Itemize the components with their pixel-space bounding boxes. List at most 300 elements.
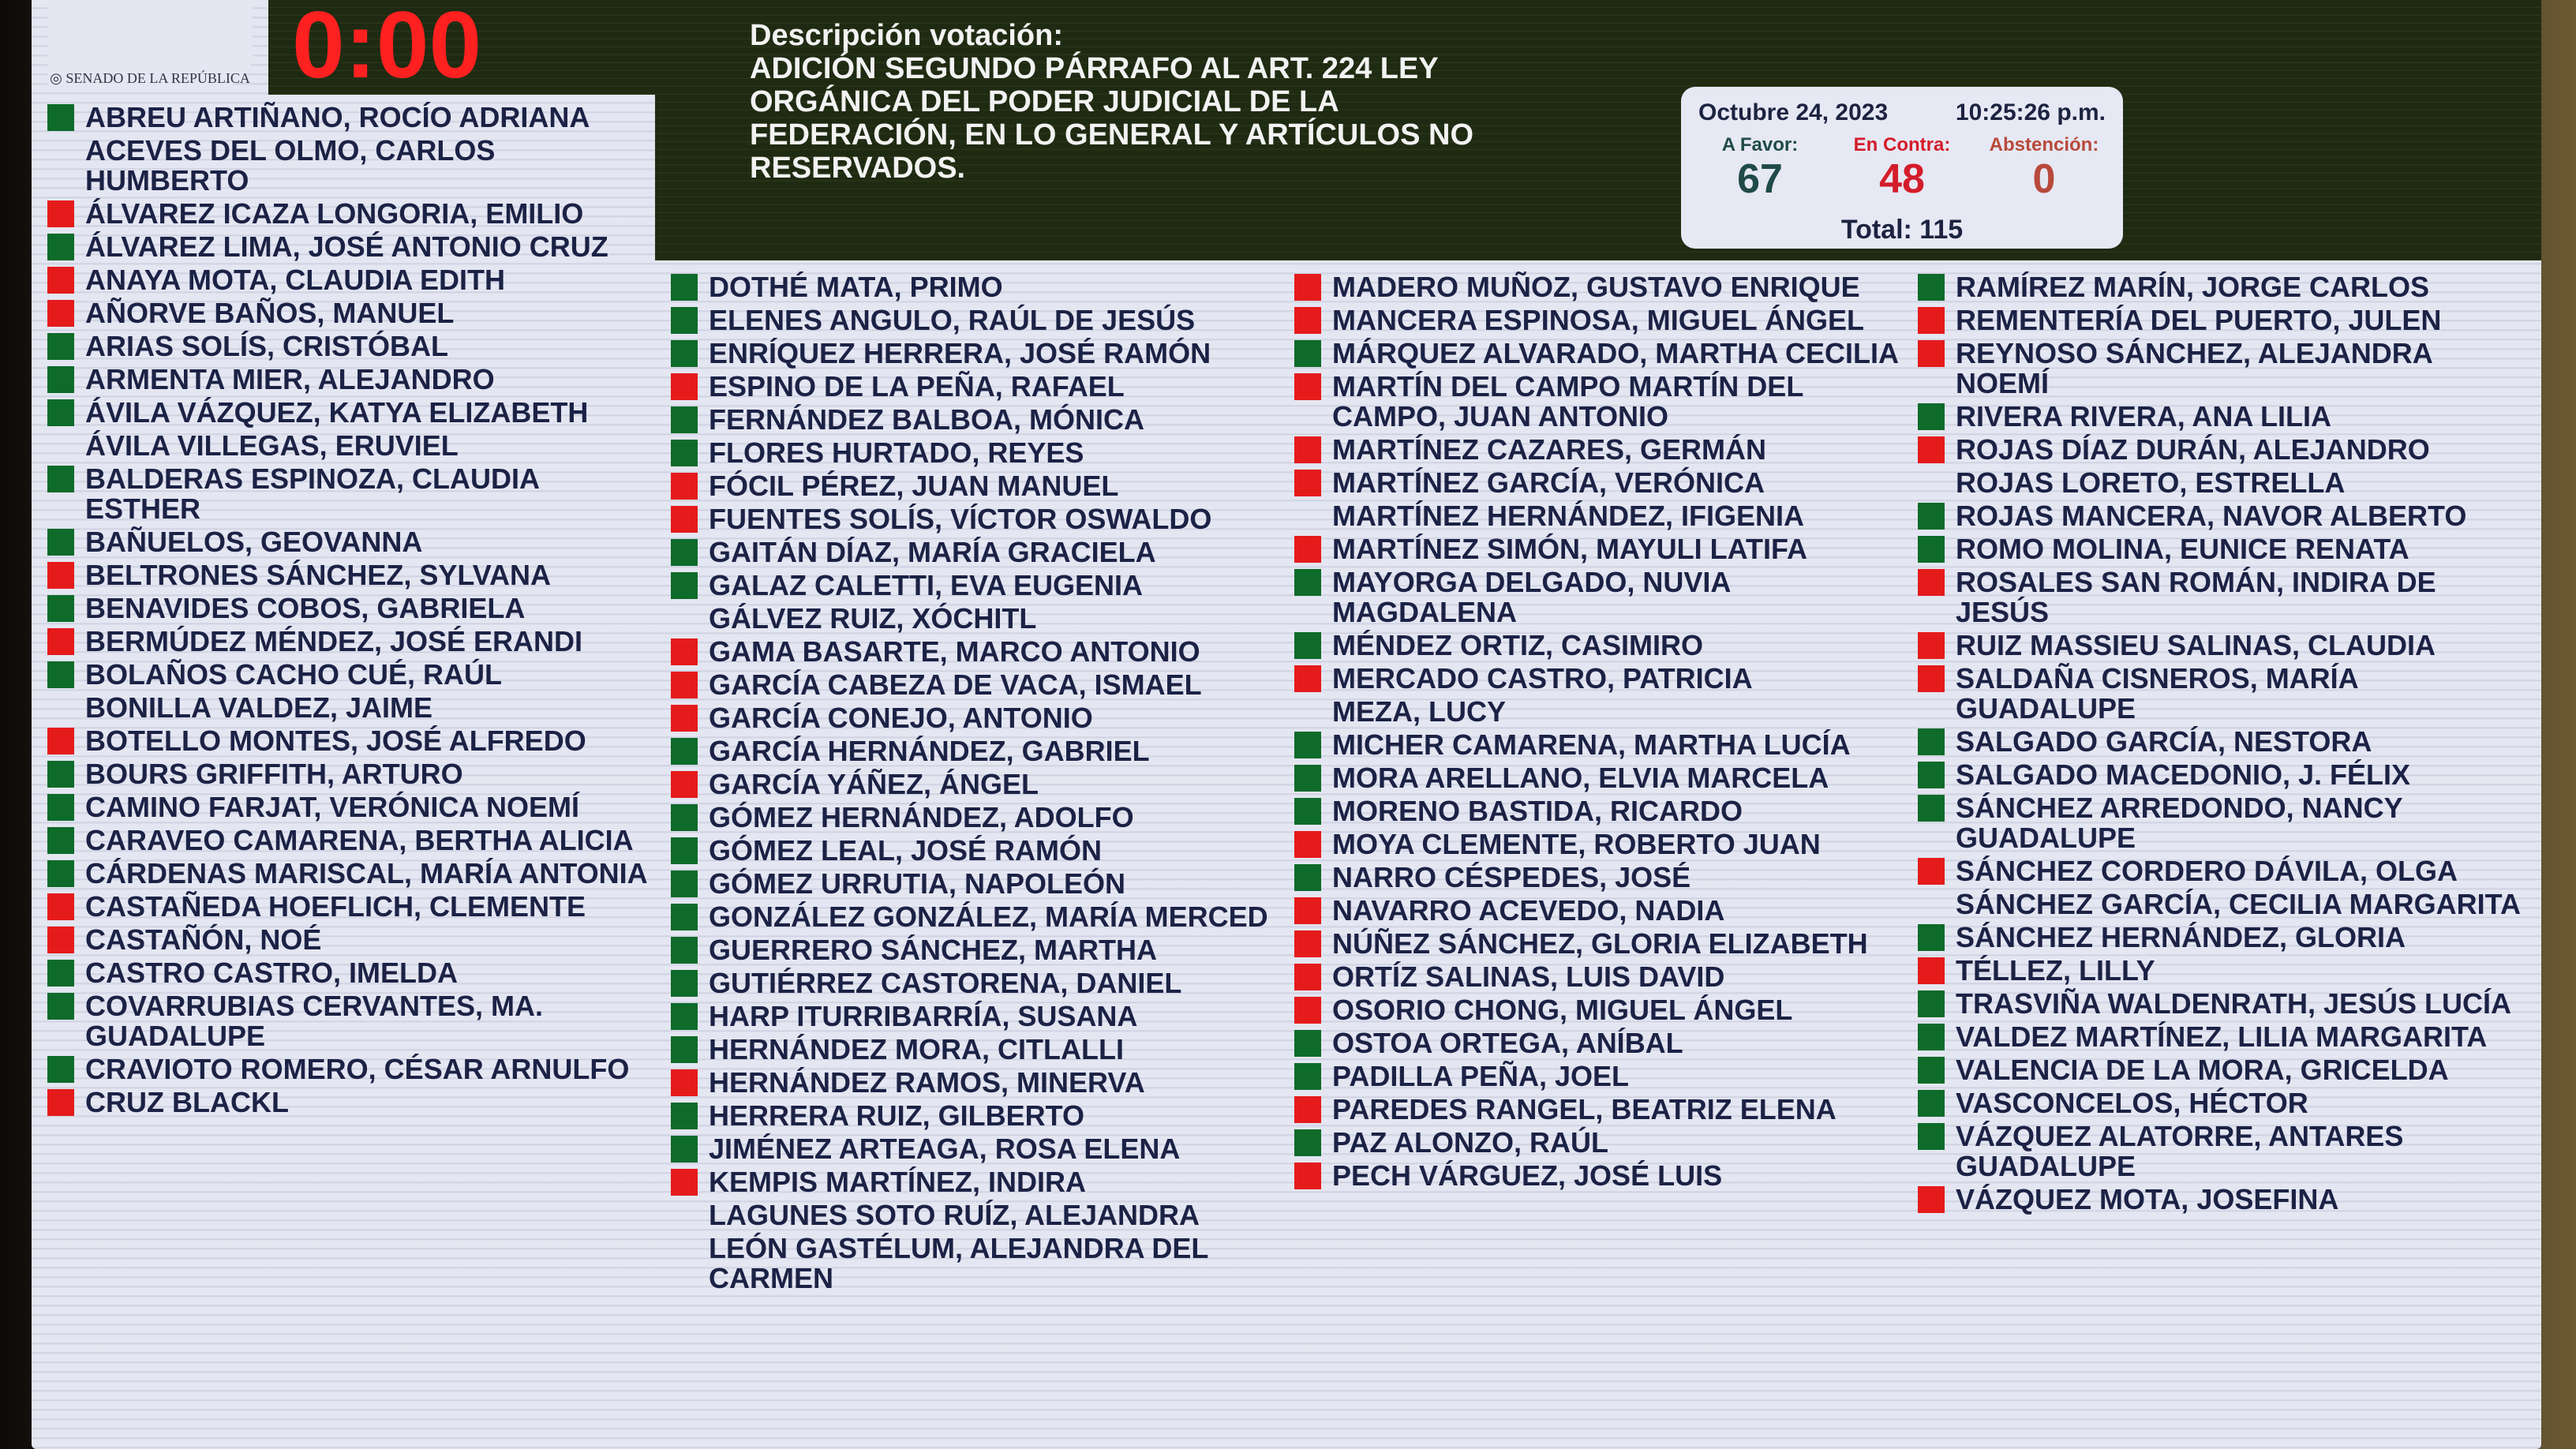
- senator-name: ÁLVAREZ ICAZA LONGORIA, EMILIO: [85, 197, 584, 230]
- senator-row: [47, 859, 655, 889]
- senator-name: MICHER CAMARENA, MARTHA LUCÍA: [1332, 728, 1851, 761]
- vote-contra-indicator-icon: [47, 927, 74, 953]
- senator-row: [1918, 567, 2525, 627]
- senator-row: [671, 803, 1279, 833]
- senator-name: CARAVEO CAMARENA, BERTHA ALICIA: [85, 824, 634, 856]
- contra-count: [1839, 134, 1965, 202]
- senator-name: MÁRQUEZ ALVARADO, MARTHA CECILIA: [1332, 337, 1899, 369]
- vote-contra-indicator-icon: [1918, 632, 1945, 659]
- senator-name: HERNÁNDEZ MORA, CITLALLI: [709, 1033, 1124, 1065]
- senator-row: [1918, 1121, 2525, 1181]
- senator-row: [671, 968, 1279, 998]
- senator-name: ROJAS DÍAZ DURÁN, ALEJANDRO: [1956, 433, 2430, 466]
- favor-count: [1697, 134, 1823, 202]
- vote-none-indicator-icon: [47, 695, 74, 721]
- senator-row: [1294, 1161, 1902, 1191]
- senator-row: [1918, 1185, 2525, 1215]
- senator-row: [671, 372, 1279, 402]
- senator-name: REYNOSO SÁNCHEZ, ALEJANDRA NOEMÍ: [1956, 337, 2432, 399]
- senator-row: [1294, 863, 1902, 893]
- senator-row: [1918, 435, 2525, 465]
- senator-row: [671, 637, 1279, 667]
- senator-row: [47, 660, 655, 690]
- senator-name: BELTRONES SÁNCHEZ, SYLVANA: [85, 559, 552, 591]
- senator-name: MERCADO CASTRO, PATRICIA: [1332, 662, 1753, 695]
- vote-favor-indicator-icon: [47, 827, 74, 854]
- senator-row: [671, 1200, 1279, 1230]
- vote-contra-indicator-icon: [47, 628, 74, 655]
- vote-contra-indicator-icon: [1294, 436, 1321, 463]
- vote-favor-indicator-icon: [671, 738, 698, 765]
- vote-contra-indicator-icon: [47, 300, 74, 327]
- senator-row: [47, 232, 655, 262]
- vote-favor-indicator-icon: [1294, 765, 1321, 792]
- vote-contra-indicator-icon: [1294, 274, 1321, 301]
- senator-row: [1918, 956, 2525, 986]
- vote-none-indicator-icon: [671, 1235, 698, 1262]
- senator-name: BALDERAS ESPINOZA, CLAUDIA ESTHER: [85, 462, 539, 525]
- senator-name: ÁVILA VÁZQUEZ, KATYA ELIZABETH: [85, 396, 589, 429]
- vote-contra-indicator-icon: [671, 373, 698, 400]
- senator-name: ENRÍQUEZ HERRERA, JOSÉ RAMÓN: [709, 337, 1211, 369]
- senator-name: GÓMEZ HERNÁNDEZ, ADOLFO: [709, 801, 1134, 833]
- senator-row: [671, 405, 1279, 435]
- senator-row: [1918, 272, 2525, 302]
- senator-name: ABREU ARTIÑANO, ROCÍO ADRIANA: [85, 101, 590, 133]
- senator-row: [1294, 829, 1902, 859]
- vote-contra-indicator-icon: [671, 672, 698, 698]
- senator-name: CASTAÑÓN, NOÉ: [85, 923, 322, 956]
- vote-contra-indicator-icon: [1918, 340, 1945, 367]
- senator-name: BAÑUELOS, GEOVANNA: [85, 526, 423, 558]
- senator-name: SALGADO MACEDONIO, J. FÉLIX: [1956, 758, 2411, 791]
- vote-contra-indicator-icon: [1294, 831, 1321, 858]
- senator-name: AÑORVE BAÑOS, MANUEL: [85, 297, 455, 329]
- vote-contra-indicator-icon: [1294, 665, 1321, 692]
- senator-name: GÁLVEZ RUIZ, XÓCHITL: [709, 602, 1037, 635]
- vote-favor-indicator-icon: [671, 1103, 698, 1129]
- vote-favor-indicator-icon: [1918, 403, 1945, 430]
- vote-favor-indicator-icon: [47, 234, 74, 260]
- vote-favor-indicator-icon: [671, 1003, 698, 1030]
- senator-name: GARCÍA CABEZA DE VACA, ISMAEL: [709, 668, 1202, 701]
- senator-name: MANCERA ESPINOSA, MIGUEL ÁNGEL: [1332, 304, 1865, 336]
- senator-row: [1918, 760, 2525, 790]
- vote-favor-indicator-icon: [47, 661, 74, 688]
- senator-row: [1294, 929, 1902, 959]
- senator-name: VALENCIA DE LA MORA, GRICELDA: [1956, 1054, 2449, 1086]
- vote-favor-indicator-icon: [1918, 503, 1945, 530]
- senator-row: [47, 593, 655, 623]
- senator-row: [47, 1054, 655, 1084]
- senator-name: BOTELLO MONTES, JOSÉ ALFREDO: [85, 724, 586, 757]
- vote-favor-indicator-icon: [671, 1036, 698, 1063]
- senator-name: MARTÍN DEL CAMPO MARTÍN DEL CAMPO, JUAN ANTONIO: [1332, 370, 1803, 432]
- vote-favor-indicator-icon: [1918, 795, 1945, 822]
- senator-row: [1918, 402, 2525, 432]
- senator-row: [1294, 962, 1902, 992]
- senator-name: DOTHÉ MATA, PRIMO: [709, 271, 1003, 303]
- vote-favor-indicator-icon: [1918, 274, 1945, 301]
- abstention-value: 0: [2032, 156, 2056, 202]
- vote-favor-indicator-icon: [47, 529, 74, 556]
- board-header: [655, 0, 2541, 260]
- senator-name: SÁNCHEZ CORDERO DÁVILA, OLGA: [1956, 855, 2458, 887]
- vote-favor-indicator-icon: [671, 1136, 698, 1163]
- senator-row: [1294, 1061, 1902, 1091]
- vote-contra-indicator-icon: [1294, 373, 1321, 400]
- vote-favor-indicator-icon: [671, 871, 698, 897]
- vote-favor-indicator-icon: [47, 104, 74, 131]
- senator-name: MOYA CLEMENTE, ROBERTO JUAN: [1332, 828, 1821, 860]
- senator-row: [47, 265, 655, 295]
- vote-favor-indicator-icon: [47, 1056, 74, 1083]
- senator-row: [671, 272, 1279, 302]
- senator-row: [1918, 793, 2525, 853]
- vote-favor-indicator-icon: [1294, 732, 1321, 758]
- senator-name: PADILLA PEÑA, JOEL: [1332, 1060, 1630, 1092]
- senator-name: PECH VÁRGUEZ, JOSÉ LUIS: [1332, 1159, 1723, 1192]
- senator-name: BENAVIDES COBOS, GABRIELA: [85, 592, 526, 624]
- senator-name: HERNÁNDEZ RAMOS, MINERVA: [709, 1066, 1145, 1099]
- senator-name: GUTIÉRREZ CASTORENA, DANIEL: [709, 967, 1182, 999]
- senator-name: FUENTES SOLÍS, VÍCTOR OSWALDO: [709, 503, 1212, 535]
- vote-contra-indicator-icon: [47, 562, 74, 589]
- senator-name: OSORIO CHONG, MIGUEL ÁNGEL: [1332, 994, 1793, 1026]
- vote-favor-indicator-icon: [47, 595, 74, 622]
- senator-name: GAITÁN DÍAZ, MARÍA GRACIELA: [709, 536, 1156, 568]
- senator-row: [1294, 435, 1902, 465]
- senator-name: PAREDES RANGEL, BEATRIZ ELENA: [1332, 1093, 1837, 1125]
- senator-name: ARIAS SOLÍS, CRISTÓBAL: [85, 330, 449, 362]
- description-text: ADICIÓN SEGUNDO PÁRRAFO AL ART. 224 LEY ORGÁNICA DEL PODER JUDICIAL DE LA FEDERACIÓN, EN LO GENERAL Y ARTÍCULOS NO RESERVADOS.: [750, 52, 1474, 185]
- senator-row: [47, 958, 655, 988]
- senator-name: ROJAS MANCERA, NAVOR ALBERTO: [1956, 500, 2467, 532]
- vote-favor-indicator-icon: [671, 904, 698, 930]
- vote-total: Total: 115: [1840, 215, 1964, 245]
- senator-row: [1918, 631, 2525, 661]
- vote-favor-indicator-icon: [671, 970, 698, 997]
- senator-name: NARRO CÉSPEDES, JOSÉ: [1332, 861, 1691, 893]
- vote-favor-indicator-icon: [1294, 1129, 1321, 1156]
- senator-name: LEÓN GASTÉLUM, ALEJANDRA DEL CARMEN: [709, 1232, 1208, 1294]
- vote-contra-indicator-icon: [671, 1169, 698, 1196]
- vote-contra-indicator-icon: [47, 1089, 74, 1116]
- senator-name: CAMINO FARJAT, VERÓNICA NOEMÍ: [85, 791, 580, 823]
- senator-row: [1918, 727, 2525, 757]
- senator-name: ACEVES DEL OLMO, CARLOS HUMBERTO: [85, 134, 496, 197]
- senator-row: [671, 604, 1279, 634]
- senator-name: ÁVILA VILLEGAS, ERUVIEL: [85, 429, 459, 462]
- vote-favor-indicator-icon: [47, 761, 74, 788]
- abstention-count: [1981, 134, 2107, 202]
- vote-favor-indicator-icon: [671, 539, 698, 566]
- senator-row: [1294, 796, 1902, 826]
- senator-row: [47, 1088, 655, 1118]
- senator-name: ROJAS LORETO, ESTRELLA: [1956, 466, 2346, 499]
- vote-contra-indicator-icon: [1918, 1186, 1945, 1213]
- senator-name: RIVERA RIVERA, ANA LILIA: [1956, 400, 2332, 432]
- vote-favor-indicator-icon: [1918, 924, 1945, 951]
- senator-name: SALDAÑA CISNEROS, MARÍA GUADALUPE: [1956, 662, 2358, 724]
- vote-contra-indicator-icon: [1918, 858, 1945, 885]
- senator-name: CRAVIOTO ROMERO, CÉSAR ARNULFO: [85, 1053, 630, 1085]
- favor-value: 67: [1737, 156, 1783, 202]
- senator-row: [1918, 923, 2525, 953]
- vote-favor-indicator-icon: [671, 406, 698, 433]
- senator-row: [1294, 305, 1902, 335]
- contra-label: En Contra:: [1853, 134, 1951, 155]
- senator-column-1: [47, 103, 655, 1121]
- senator-name: CRUZ BLACKL: [85, 1086, 289, 1118]
- vote-contra-indicator-icon: [671, 638, 698, 665]
- senator-row: [671, 935, 1279, 965]
- senator-name: GAMA BASARTE, MARCO ANTONIO: [709, 635, 1200, 668]
- senator-name: HARP ITURRIBARRÍA, SUSANA: [709, 1000, 1138, 1032]
- senator-name: MEZA, LUCY: [1332, 695, 1506, 728]
- senator-name: GÓMEZ URRUTIA, NAPOLEÓN: [709, 867, 1125, 900]
- senator-name: MORENO BASTIDA, RICARDO: [1332, 795, 1743, 827]
- senator-row: [47, 726, 655, 756]
- senator-name: CÁRDENAS MARISCAL, MARÍA ANTONIA: [85, 857, 648, 889]
- senator-row: [47, 331, 655, 361]
- senator-row: [1918, 856, 2525, 886]
- senator-row: [671, 902, 1279, 932]
- senator-column-4: [1918, 272, 2525, 1218]
- vote-contra-indicator-icon: [671, 506, 698, 533]
- senator-name: BOLAÑOS CACHO CUÉ, RAÚL: [85, 658, 502, 691]
- senator-row: [671, 571, 1279, 601]
- vote-contra-indicator-icon: [671, 473, 698, 500]
- senator-row: [671, 1002, 1279, 1032]
- senator-name: ORTÍZ SALINAS, LUIS DAVID: [1332, 960, 1725, 993]
- senator-row: [47, 627, 655, 657]
- vote-contra-indicator-icon: [1294, 470, 1321, 496]
- senator-column-2: [671, 272, 1279, 1297]
- senator-name: MORA ARELLANO, ELVIA MARCELA: [1332, 762, 1829, 794]
- senator-row: [671, 1068, 1279, 1098]
- senator-name: JIMÉNEZ ARTEAGA, ROSA ELENA: [709, 1133, 1181, 1165]
- favor-label: A Favor:: [1721, 134, 1799, 155]
- senator-row: [671, 1167, 1279, 1197]
- senator-row: [47, 464, 655, 524]
- senator-name: SÁNCHEZ HERNÁNDEZ, GLORIA: [1956, 921, 2406, 953]
- senator-name: LAGUNES SOTO RUÍZ, ALEJANDRA: [709, 1199, 1200, 1231]
- senator-row: [671, 703, 1279, 733]
- vote-date: Octubre 24, 2023: [1698, 99, 1889, 125]
- vote-none-indicator-icon: [47, 432, 74, 459]
- senator-row: [1294, 567, 1902, 627]
- senator-name: FERNÁNDEZ BALBOA, MÓNICA: [709, 403, 1144, 436]
- senator-name: SÁNCHEZ GARCÍA, CECILIA MARGARITA: [1956, 888, 2521, 920]
- senator-name: FÓCIL PÉREZ, JUAN MANUEL: [709, 470, 1119, 502]
- senator-row: [1294, 763, 1902, 793]
- vote-description: [750, 19, 1539, 185]
- vote-summary-panel: [1681, 87, 2123, 249]
- senator-name: TÉLLEZ, LILLY: [1956, 954, 2155, 987]
- vote-contra-indicator-icon: [1294, 897, 1321, 924]
- vote-favor-indicator-icon: [1294, 864, 1321, 891]
- senator-name: ESPINO DE LA PEÑA, RAFAEL: [709, 370, 1125, 402]
- senate-seal-logo: ◎ SENADO DE LA REPÚBLICA: [47, 0, 253, 87]
- senator-row: [1294, 1028, 1902, 1058]
- vote-favor-indicator-icon: [1918, 728, 1945, 755]
- senator-row: [47, 199, 655, 229]
- senator-row: [1294, 1095, 1902, 1125]
- senator-column-3: [1294, 272, 1902, 1194]
- senator-row: [671, 471, 1279, 501]
- vote-time: 10:25:26 p.m.: [1955, 99, 2106, 125]
- vote-favor-indicator-icon: [671, 804, 698, 831]
- senator-row: [1294, 631, 1902, 661]
- vote-favor-indicator-icon: [1918, 1090, 1945, 1117]
- senator-row: [1918, 889, 2525, 919]
- senator-row: [47, 431, 655, 461]
- senator-name: MARTÍNEZ GARCÍA, VERÓNICA: [1332, 466, 1765, 499]
- senator-row: [1294, 534, 1902, 564]
- senator-row: [1294, 468, 1902, 498]
- timer-panel: [268, 0, 655, 98]
- senator-row: [671, 1134, 1279, 1164]
- vote-favor-indicator-icon: [1294, 569, 1321, 596]
- contra-value: 48: [1879, 156, 1925, 202]
- senator-row: [47, 103, 655, 133]
- senator-name: ARMENTA MIER, ALEJANDRO: [85, 363, 495, 395]
- senator-row: [1294, 339, 1902, 369]
- senator-name: OSTOA ORTEGA, ANÍBAL: [1332, 1027, 1683, 1059]
- senator-name: TRASVIÑA WALDENRATH, JESÚS LUCÍA: [1956, 987, 2512, 1020]
- vote-contra-indicator-icon: [47, 200, 74, 227]
- senator-row: [1918, 1088, 2525, 1118]
- senator-name: ROSALES SAN ROMÁN, INDIRA DE JESÚS: [1956, 566, 2436, 628]
- vote-contra-indicator-icon: [47, 893, 74, 920]
- vote-favor-indicator-icon: [1918, 536, 1945, 563]
- senator-name: ELENES ANGULO, RAÚL DE JESÚS: [709, 304, 1196, 336]
- senator-name: MARTÍNEZ SIMÓN, MAYULI LATIFA: [1332, 533, 1807, 565]
- senator-name: MADERO MUÑOZ, GUSTAVO ENRIQUE: [1332, 271, 1860, 303]
- senator-row: [1294, 995, 1902, 1025]
- senator-row: [47, 136, 655, 196]
- senator-name: ROMO MOLINA, EUNICE RENATA: [1956, 533, 2409, 565]
- vote-favor-indicator-icon: [47, 993, 74, 1020]
- vote-favor-indicator-icon: [1294, 1063, 1321, 1090]
- senator-name: VÁZQUEZ MOTA, JOSEFINA: [1956, 1183, 2339, 1215]
- vote-contra-indicator-icon: [671, 705, 698, 732]
- senator-row: [671, 438, 1279, 468]
- vote-contra-indicator-icon: [1918, 569, 1945, 596]
- senator-row: [671, 504, 1279, 534]
- senator-row: [47, 792, 655, 822]
- senator-name: VALDEZ MARTÍNEZ, LILIA MARGARITA: [1956, 1020, 2488, 1053]
- senator-row: [1294, 1128, 1902, 1158]
- senator-row: [671, 670, 1279, 700]
- senator-row: [1918, 501, 2525, 531]
- senator-row: [1918, 468, 2525, 498]
- senator-name: VASCONCELOS, HÉCTOR: [1956, 1087, 2308, 1119]
- vote-none-indicator-icon: [1918, 470, 1945, 496]
- senator-name: BONILLA VALDEZ, JAIME: [85, 691, 432, 724]
- senator-row: [671, 1101, 1279, 1131]
- senator-row: [1294, 664, 1902, 694]
- senator-name: MAYORGA DELGADO, NUVIA MAGDALENA: [1332, 566, 1731, 628]
- voting-board: [32, 0, 2541, 1449]
- senator-name: NAVARRO ACEVEDO, NADIA: [1332, 894, 1725, 927]
- senator-row: [671, 736, 1279, 766]
- vote-favor-indicator-icon: [47, 333, 74, 360]
- senator-row: [1294, 501, 1902, 531]
- vote-contra-indicator-icon: [1294, 930, 1321, 957]
- vote-favor-indicator-icon: [47, 860, 74, 887]
- vote-favor-indicator-icon: [47, 466, 74, 492]
- senator-row: [671, 769, 1279, 799]
- senator-name: GÓMEZ LEAL, JOSÉ RAMÓN: [709, 834, 1103, 867]
- vote-favor-indicator-icon: [47, 399, 74, 426]
- vote-contra-indicator-icon: [671, 1069, 698, 1096]
- senator-name: BOURS GRIFFITH, ARTURO: [85, 758, 463, 790]
- senator-row: [47, 527, 655, 557]
- senator-row: [671, 537, 1279, 567]
- senator-row: [1918, 664, 2525, 724]
- vote-favor-indicator-icon: [1918, 1024, 1945, 1050]
- vote-favor-indicator-icon: [1918, 762, 1945, 788]
- senator-row: [671, 1035, 1279, 1065]
- vote-contra-indicator-icon: [1918, 957, 1945, 984]
- vote-favor-indicator-icon: [671, 572, 698, 599]
- senator-name: GARCÍA CONEJO, ANTONIO: [709, 702, 1093, 734]
- vote-favor-indicator-icon: [47, 794, 74, 821]
- senator-row: [47, 693, 655, 723]
- senator-row: [47, 365, 655, 395]
- vote-favor-indicator-icon: [671, 937, 698, 964]
- senator-name: SÁNCHEZ ARREDONDO, NANCY GUADALUPE: [1956, 792, 2403, 854]
- vote-favor-indicator-icon: [1918, 1123, 1945, 1150]
- senator-name: KEMPIS MARTÍNEZ, INDIRA: [709, 1166, 1087, 1198]
- senator-name: NÚÑEZ SÁNCHEZ, GLORIA ELIZABETH: [1332, 927, 1868, 960]
- senator-row: [671, 836, 1279, 866]
- senator-name: MÉNDEZ ORTIZ, CASIMIRO: [1332, 629, 1703, 661]
- senator-name: RAMÍREZ MARÍN, JORGE CARLOS: [1956, 271, 2430, 303]
- senator-row: [47, 298, 655, 328]
- senator-name: MARTÍNEZ CAZARES, GERMÁN: [1332, 433, 1766, 466]
- senator-row: [1294, 697, 1902, 727]
- vote-none-indicator-icon: [671, 605, 698, 632]
- senator-name: REMENTERÍA DEL PUERTO, JULEN: [1956, 304, 2442, 336]
- vote-none-indicator-icon: [1294, 698, 1321, 725]
- senator-row: [1918, 1055, 2525, 1085]
- senator-name: FLORES HURTADO, REYES: [709, 436, 1084, 469]
- description-label: Descripción votación:: [750, 19, 1063, 52]
- vote-contra-indicator-icon: [47, 267, 74, 294]
- senator-name: PAZ ALONZO, RAÚL: [1332, 1126, 1608, 1159]
- senator-row: [47, 991, 655, 1051]
- senator-row: [47, 398, 655, 428]
- senator-name: GARCÍA YÁÑEZ, ÁNGEL: [709, 768, 1039, 800]
- senator-row: [671, 1234, 1279, 1294]
- senator-row: [1918, 339, 2525, 399]
- senator-name: VÁZQUEZ ALATORRE, ANTARES GUADALUPE: [1956, 1120, 2404, 1182]
- senator-name: ANAYA MOTA, CLAUDIA EDITH: [85, 264, 506, 296]
- vote-contra-indicator-icon: [1294, 307, 1321, 334]
- senator-name: MARTÍNEZ HERNÁNDEZ, IFIGENIA: [1332, 500, 1804, 532]
- vote-contra-indicator-icon: [1918, 436, 1945, 463]
- countdown-timer: 0:00: [292, 0, 482, 98]
- senator-row: [1918, 305, 2525, 335]
- abstention-label: Abstención:: [1989, 134, 2099, 155]
- senator-row: [1294, 730, 1902, 760]
- vote-none-indicator-icon: [47, 137, 74, 164]
- vote-none-indicator-icon: [1918, 891, 1945, 918]
- vote-favor-indicator-icon: [47, 960, 74, 987]
